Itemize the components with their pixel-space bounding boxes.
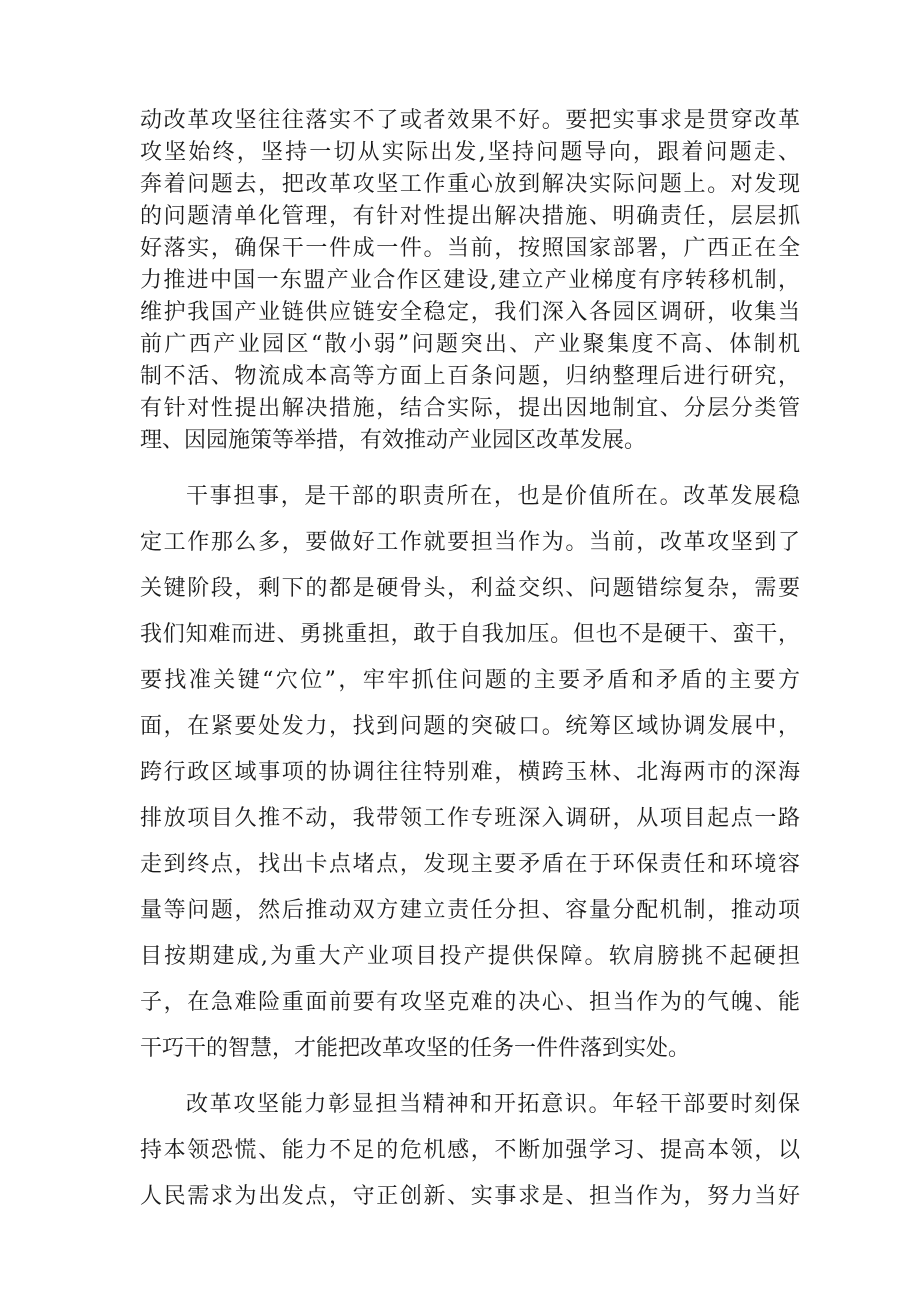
- text-line: 理、因园施策等举措，有效推动产业园区改革发展。: [140, 428, 647, 453]
- text-line: 干巧干的智慧，才能把改革攻坚的任务一件件落到实处。: [140, 1036, 691, 1061]
- text-line: 持本领恐慌、能力不足的危机感，不断加强学习、提高本领，以: [140, 1138, 800, 1163]
- text-line: 关键阶段，剩下的都是硬骨头，利益交织、问题错综复杂，需要: [140, 576, 800, 601]
- text-line: 跨行政区域事项的协调往往特别难，横跨玉林、北海两市的深海: [140, 760, 800, 785]
- text-line: 子，在急难险重面前要有攻坚克难的决心、担当作为的气魄、能: [140, 990, 800, 1015]
- text-line: 奔着问题去，把改革攻坚工作重心放到解决实际问题上。对发现: [140, 172, 800, 197]
- text-line: 定工作那么多，要做好工作就要担当作为。当前，改革攻坚到了: [140, 530, 800, 555]
- text-line: 好落实，确保干一件成一件。当前，按照国家部署，广西正在全: [140, 236, 800, 261]
- text-line: 维护我国产业链供应链安全稳定，我们深入各园区调研，收集当: [140, 300, 800, 325]
- text-line: 干事担事，是干部的职责所在，也是价值所在。改革发展稳: [186, 484, 800, 509]
- text-line: 的问题清单化管理，有针对性提出解决措施、明确责任，层层抓: [140, 204, 800, 229]
- text-line: 攻坚始终，坚持一切从实际出发,坚持问题导向，跟着问题走、: [140, 140, 800, 165]
- text-line: 排放项目久推不动，我带领工作专班深入调研，从项目起点一路: [140, 806, 800, 831]
- text-line: 面，在紧要处发力，找到问题的突破口。统筹区域协调发展中，: [140, 714, 800, 739]
- text-line: 制不活、物流成本高等方面上百条问题，归纳整理后进行研究，: [140, 364, 800, 389]
- text-line: 改革攻坚能力彰显担当精神和开拓意识。年轻干部要时刻保: [186, 1092, 800, 1117]
- text-line: 量等问题，然后推动双方建立责任分担、容量分配机制，推动项: [140, 898, 800, 923]
- text-line: 我们知难而进、勇挑重担，敢于自我加压。但也不是硬干、蛮干，: [140, 622, 800, 647]
- text-line: 人民需求为出发点，守正创新、实事求是、担当作为，努力当好: [140, 1184, 800, 1209]
- text-line: 动改革攻坚往往落实不了或者效果不好。要把实事求是贯穿改革: [140, 108, 800, 133]
- text-line: 有针对性提出解决措施，结合实际，提出因地制宜、分层分类管: [140, 396, 800, 421]
- text-line: 要找准关键“穴位”，牢牢抓住问题的主要矛盾和矛盾的主要方: [140, 668, 800, 693]
- text-line: 走到终点，找出卡点堵点，发现主要矛盾在于环保责任和环境容: [140, 852, 800, 877]
- text-line: 目按期建成,为重大产业项目投产提供保障。软肩膀挑不起硬担: [140, 944, 800, 969]
- text-line: 前广西产业园区“散小弱”问题突出、产业聚集度不高、体制机: [140, 332, 800, 357]
- text-line: 力推进中国一东盟产业合作区建设,建立产业梯度有序转移机制，: [140, 268, 800, 293]
